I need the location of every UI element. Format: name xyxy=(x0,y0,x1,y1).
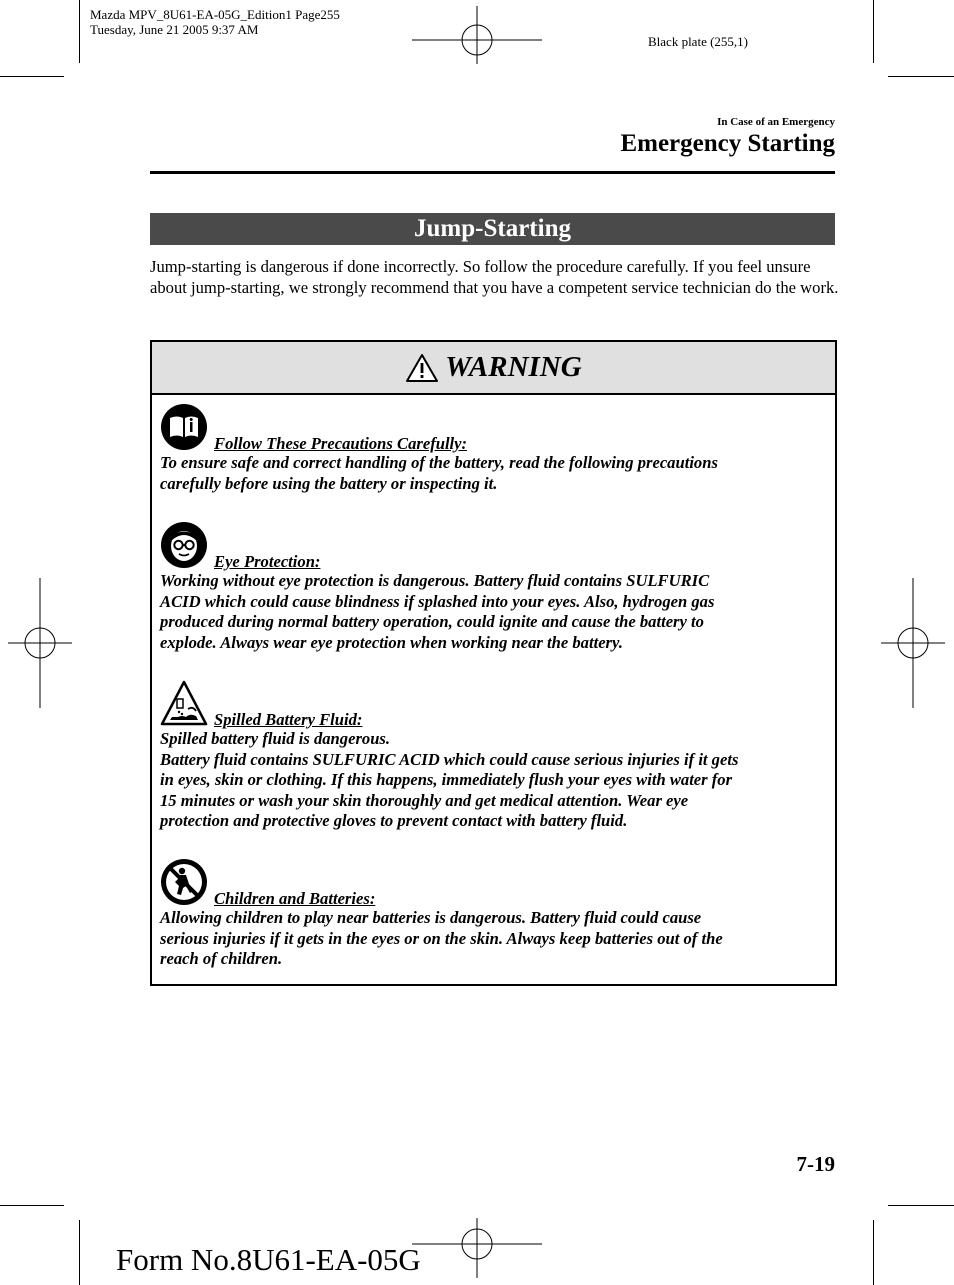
registration-mark-bottom xyxy=(412,1218,542,1278)
crop-mark xyxy=(79,1220,80,1285)
warning-item xyxy=(160,521,825,653)
print-header xyxy=(90,7,340,37)
manual-icon xyxy=(160,403,208,451)
item-title: Eye Protection: xyxy=(214,552,321,571)
crop-mark xyxy=(873,1220,874,1285)
corrosive-icon xyxy=(160,679,208,727)
item-body: Working without eye protection is dangerous. Battery fluid contains SULFURIC ACID which could cause blindness if splashed into your eyes. Also, hydrogen gas produced during normal battery operation, could ignite and cause the battery to explode. Always wear eye protection when working near the battery. xyxy=(160,571,715,652)
print-header-line1: Mazda MPV_8U61-EA-05G_Edition1 Page255 xyxy=(90,7,340,22)
subheading: Jump-Starting xyxy=(150,213,835,245)
item-title: Children and Batteries: xyxy=(214,889,376,908)
item-title: Follow These Precautions Carefully: xyxy=(214,434,468,453)
warning-item xyxy=(160,679,825,832)
warning-title: WARNING xyxy=(445,351,582,383)
item-title: Spilled Battery Fluid: xyxy=(214,710,363,729)
crop-mark xyxy=(888,1205,954,1206)
registration-mark-right xyxy=(881,578,945,708)
page-number: 7-19 xyxy=(796,1152,835,1176)
form-number: Form No.8U61-EA-05G xyxy=(116,1242,421,1277)
warning-item xyxy=(160,403,825,494)
warning-header xyxy=(152,342,835,395)
crop-mark xyxy=(873,0,874,63)
crop-mark xyxy=(888,76,954,77)
eye-protection-icon xyxy=(160,521,208,569)
plate-label: Black plate (255,1) xyxy=(648,34,748,49)
item-body: Spilled battery fluid is dangerous. Battery fluid contains SULFURIC ACID which could cause serious injuries if it gets in eyes, skin or clothing. If this happens, immediately flush your eyes with water for 15 minutes or wash your skin thoroughly and get medical attention. Wear eye protection and protective gloves to prevent contact with battery fluid. xyxy=(160,729,739,831)
item-body: To ensure safe and correct handling of the battery, read the following precautions carefully before using the battery or inspecting it. xyxy=(160,453,718,493)
warning-box xyxy=(150,340,837,986)
section-title: Emergency Starting xyxy=(620,130,835,157)
registration-mark-left xyxy=(8,578,72,708)
warning-triangle-icon xyxy=(405,353,439,383)
warning-item xyxy=(160,858,825,970)
crop-mark xyxy=(0,76,64,77)
registration-mark-top xyxy=(412,6,542,64)
crop-mark xyxy=(79,0,80,63)
item-body: Allowing children to play near batteries is dangerous. Battery fluid could cause serious injuries if it gets in the eyes or on the skin. Always keep batteries out of the reach of children. xyxy=(160,908,723,969)
intro-paragraph: Jump-starting is dangerous if done incorrectly. So follow the procedure carefully. If you feel unsure about jump-starting, we strongly recommend that you have a competent service technician do the work. xyxy=(150,257,839,297)
no-children-icon xyxy=(160,858,208,906)
crop-mark xyxy=(0,1205,64,1206)
title-rule xyxy=(150,171,835,174)
section-label: In Case of an Emergency xyxy=(717,116,835,128)
print-header-line2: Tuesday, June 21 2005 9:37 AM xyxy=(90,22,259,37)
